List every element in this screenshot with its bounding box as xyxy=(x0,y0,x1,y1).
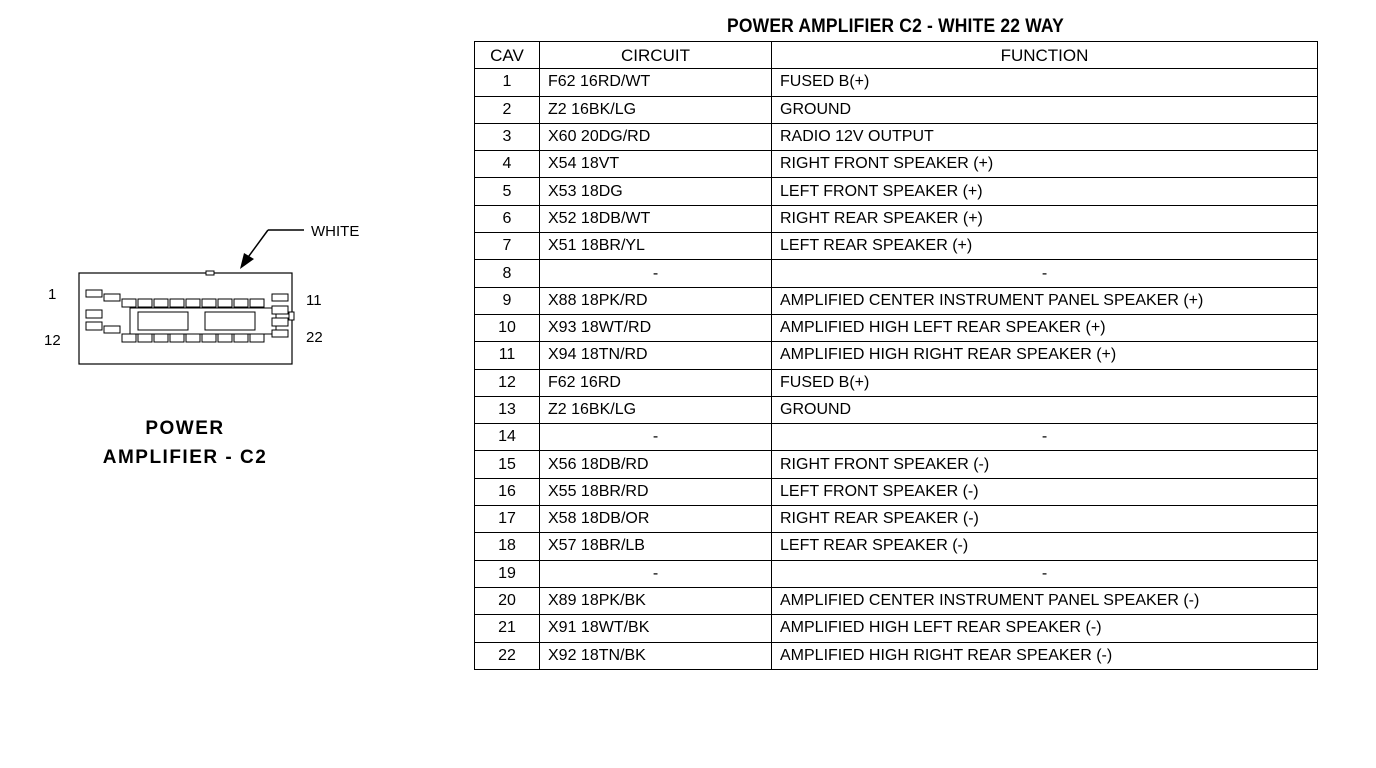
cavity xyxy=(234,299,248,307)
table-row xyxy=(475,560,1318,587)
circuit-cell: X93 18WT/RD xyxy=(540,314,772,341)
cav-cell: 2 xyxy=(475,96,540,123)
cavity xyxy=(202,299,216,307)
pin-label-12: 12 xyxy=(44,332,61,349)
table-row xyxy=(475,69,1318,96)
table-row xyxy=(475,533,1318,560)
function-cell: LEFT REAR SPEAKER (-) xyxy=(772,533,1318,560)
function-cell: AMPLIFIED HIGH RIGHT REAR SPEAKER (-) xyxy=(772,642,1318,669)
cavity xyxy=(202,334,216,342)
table-row xyxy=(475,478,1318,505)
function-cell: RIGHT FRONT SPEAKER (+) xyxy=(772,151,1318,178)
cav-cell: 12 xyxy=(475,369,540,396)
table-row xyxy=(475,587,1318,614)
function-cell: GROUND xyxy=(772,96,1318,123)
cavity xyxy=(86,322,102,330)
table-row xyxy=(475,123,1318,150)
circuit-cell: X91 18WT/BK xyxy=(540,615,772,642)
circuit-cell: X56 18DB/RD xyxy=(540,451,772,478)
cavity xyxy=(86,310,102,318)
cavity-slot xyxy=(138,312,188,330)
circuit-cell: X92 18TN/BK xyxy=(540,642,772,669)
circuit-cell: X60 20DG/RD xyxy=(540,123,772,150)
cavity xyxy=(154,334,168,342)
cavity xyxy=(272,318,288,326)
circuit-cell: F62 16RD/WT xyxy=(540,69,772,96)
table-title: POWER AMPLIFIER C2 - WHITE 22 WAY xyxy=(727,16,1064,37)
connector-color-label: WHITE xyxy=(311,223,360,240)
column-header-circuit: CIRCUIT xyxy=(540,42,772,69)
circuit-cell: X58 18DB/OR xyxy=(540,506,772,533)
cavity xyxy=(272,294,288,301)
cavity xyxy=(186,334,200,342)
cavity xyxy=(272,306,288,314)
circuit-cell: F62 16RD xyxy=(540,369,772,396)
cavity xyxy=(122,299,136,307)
column-header-function: FUNCTION xyxy=(772,42,1318,69)
cavity xyxy=(234,334,248,342)
cav-cell: 5 xyxy=(475,178,540,205)
table-row xyxy=(475,205,1318,232)
cavity xyxy=(272,330,288,337)
pin-label-11: 11 xyxy=(306,292,322,309)
function-cell: RIGHT REAR SPEAKER (-) xyxy=(772,506,1318,533)
table-row xyxy=(475,151,1318,178)
function-cell: RIGHT FRONT SPEAKER (-) xyxy=(772,451,1318,478)
cavity xyxy=(122,334,136,342)
table-row xyxy=(475,178,1318,205)
cavity xyxy=(250,299,264,307)
cav-cell: 11 xyxy=(475,342,540,369)
circuit-cell: Z2 16BK/LG xyxy=(540,96,772,123)
circuit-cell: X54 18VT xyxy=(540,151,772,178)
table-row xyxy=(475,260,1318,287)
circuit-cell: X89 18PK/BK xyxy=(540,587,772,614)
cavity xyxy=(104,326,120,333)
function-cell: AMPLIFIED HIGH LEFT REAR SPEAKER (-) xyxy=(772,615,1318,642)
cavity-latch xyxy=(289,312,294,320)
table-row xyxy=(475,642,1318,669)
function-cell: AMPLIFIED CENTER INSTRUMENT PANEL SPEAKER (+) xyxy=(772,287,1318,314)
table-row xyxy=(475,506,1318,533)
function-cell: AMPLIFIED HIGH RIGHT REAR SPEAKER (+) xyxy=(772,342,1318,369)
circuit-cell: Z2 16BK/LG xyxy=(540,396,772,423)
function-cell: LEFT FRONT SPEAKER (-) xyxy=(772,478,1318,505)
cav-cell: 7 xyxy=(475,233,540,260)
circuit-cell: X52 18DB/WT xyxy=(540,205,772,232)
cav-cell: 4 xyxy=(475,151,540,178)
cav-cell: 1 xyxy=(475,69,540,96)
function-cell: AMPLIFIED HIGH LEFT REAR SPEAKER (+) xyxy=(772,314,1318,341)
table-row xyxy=(475,342,1318,369)
cavity xyxy=(138,334,152,342)
cav-cell: 22 xyxy=(475,642,540,669)
circuit-cell: X94 18TN/RD xyxy=(540,342,772,369)
circuit-cell: - xyxy=(540,260,772,287)
cavity xyxy=(154,299,168,307)
circuit-cell: - xyxy=(540,424,772,451)
cav-cell: 21 xyxy=(475,615,540,642)
cav-cell: 18 xyxy=(475,533,540,560)
cavity-slot xyxy=(205,312,255,330)
table-row xyxy=(475,451,1318,478)
cav-cell: 9 xyxy=(475,287,540,314)
cav-cell: 20 xyxy=(475,587,540,614)
cavity xyxy=(138,299,152,307)
cav-cell: 19 xyxy=(475,560,540,587)
cavity xyxy=(86,290,102,297)
cavity xyxy=(170,299,184,307)
pin-label-22: 22 xyxy=(306,329,323,346)
circuit-cell: X88 18PK/RD xyxy=(540,287,772,314)
connector-caption xyxy=(100,414,270,472)
function-cell: RIGHT REAR SPEAKER (+) xyxy=(772,205,1318,232)
circuit-cell: X53 18DG xyxy=(540,178,772,205)
table-row xyxy=(475,369,1318,396)
circuit-cell: X51 18BR/YL xyxy=(540,233,772,260)
function-cell: FUSED B(+) xyxy=(772,69,1318,96)
function-cell: - xyxy=(772,424,1318,451)
function-cell: - xyxy=(772,560,1318,587)
connector-diagram xyxy=(40,218,380,378)
circuit-cell: X55 18BR/RD xyxy=(540,478,772,505)
pin-label-1: 1 xyxy=(48,286,57,303)
cav-cell: 10 xyxy=(475,314,540,341)
table-row xyxy=(475,287,1318,314)
table-row xyxy=(475,424,1318,451)
arrow-head-icon xyxy=(240,253,254,269)
table-header-row xyxy=(475,42,1318,69)
table-row xyxy=(475,96,1318,123)
table-row xyxy=(475,314,1318,341)
cavity xyxy=(250,334,264,342)
function-cell: LEFT REAR SPEAKER (+) xyxy=(772,233,1318,260)
cav-cell: 8 xyxy=(475,260,540,287)
caption-line-1: POWER xyxy=(145,418,225,439)
cavity xyxy=(104,294,120,301)
table-row xyxy=(475,396,1318,423)
circuit-cell: X57 18BR/LB xyxy=(540,533,772,560)
cavity xyxy=(186,299,200,307)
function-cell: RADIO 12V OUTPUT xyxy=(772,123,1318,150)
table-row xyxy=(475,233,1318,260)
cav-cell: 15 xyxy=(475,451,540,478)
cavity xyxy=(170,334,184,342)
cav-cell: 13 xyxy=(475,396,540,423)
column-header-cav: CAV xyxy=(475,42,540,69)
function-cell: LEFT FRONT SPEAKER (+) xyxy=(772,178,1318,205)
function-cell: GROUND xyxy=(772,396,1318,423)
cavity xyxy=(218,334,232,342)
cav-cell: 3 xyxy=(475,123,540,150)
function-cell: AMPLIFIED CENTER INSTRUMENT PANEL SPEAKER (-) xyxy=(772,587,1318,614)
table-row xyxy=(475,615,1318,642)
cav-cell: 14 xyxy=(475,424,540,451)
function-cell: FUSED B(+) xyxy=(772,369,1318,396)
cavity xyxy=(218,299,232,307)
cav-cell: 16 xyxy=(475,478,540,505)
caption-line-2: AMPLIFIER - C2 xyxy=(102,447,268,468)
cav-cell: 17 xyxy=(475,506,540,533)
cav-cell: 6 xyxy=(475,205,540,232)
circuit-cell: - xyxy=(540,560,772,587)
function-cell: - xyxy=(772,260,1318,287)
pinout-table xyxy=(474,41,1318,670)
